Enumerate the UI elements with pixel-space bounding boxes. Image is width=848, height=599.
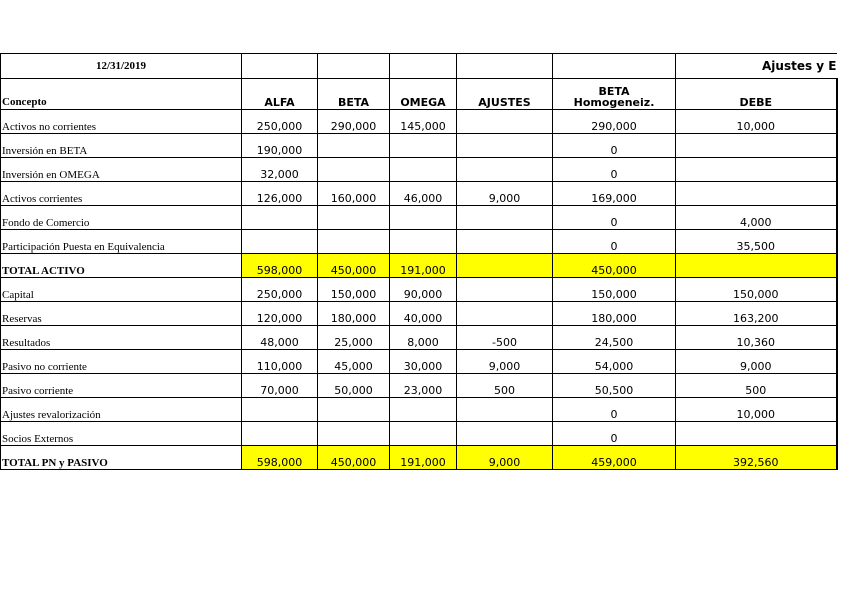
beta-homogeneiz-cell[interactable]: 459,000: [553, 446, 676, 470]
debe-cell[interactable]: [676, 134, 837, 158]
spreadsheet: [0, 53, 848, 470]
beta-cell[interactable]: 25,000: [318, 326, 390, 350]
total-row: [1, 254, 837, 278]
alfa-cell[interactable]: 110,000: [242, 350, 318, 374]
debe-cell[interactable]: [676, 422, 837, 446]
omega-cell[interactable]: [390, 206, 457, 230]
table-row: [1, 158, 837, 182]
concept-cell[interactable]: Participación Puesta en Equivalencia: [1, 230, 242, 254]
beta-homogeneiz-cell[interactable]: 169,000: [553, 182, 676, 206]
table-row: [1, 206, 837, 230]
alfa-cell[interactable]: 598,000: [242, 446, 318, 470]
debe-cell[interactable]: 10,000: [676, 398, 837, 422]
ajustes-cell[interactable]: [457, 422, 553, 446]
omega-cell[interactable]: 40,000: [390, 302, 457, 326]
omega-cell[interactable]: 23,000: [390, 374, 457, 398]
beta-cell[interactable]: 450,000: [318, 254, 390, 278]
debe-cell[interactable]: 35,500: [676, 230, 837, 254]
beta-homogeneiz-cell[interactable]: 150,000: [553, 278, 676, 302]
table-row: [1, 326, 837, 350]
date-cell[interactable]: 12/31/2019: [1, 54, 242, 79]
header-row-date: [1, 54, 837, 79]
debe-cell[interactable]: 150,000: [676, 278, 837, 302]
debe-cell[interactable]: 500: [676, 374, 837, 398]
omega-cell[interactable]: 145,000: [390, 110, 457, 134]
empty-header-cell[interactable]: [553, 54, 676, 79]
concept-cell[interactable]: Pasivo corriente: [1, 374, 242, 398]
beta-cell[interactable]: 450,000: [318, 446, 390, 470]
concept-cell[interactable]: Activos no corrientes: [1, 110, 242, 134]
ajustes-cell[interactable]: [457, 206, 553, 230]
ajustes-cell[interactable]: [457, 134, 553, 158]
alfa-cell[interactable]: 126,000: [242, 182, 318, 206]
concept-cell[interactable]: Resultados: [1, 326, 242, 350]
beta-homogeneiz-cell[interactable]: 0: [553, 134, 676, 158]
concept-cell[interactable]: Inversión en BETA: [1, 134, 242, 158]
alfa-cell[interactable]: 250,000: [242, 278, 318, 302]
omega-cell[interactable]: [390, 158, 457, 182]
column-header-alfa[interactable]: ALFA: [242, 79, 318, 110]
concept-cell[interactable]: TOTAL ACTIVO: [1, 254, 242, 278]
beta-homogeneiz-cell[interactable]: 180,000: [553, 302, 676, 326]
omega-cell[interactable]: 191,000: [390, 446, 457, 470]
column-header-beta[interactable]: BETA: [318, 79, 390, 110]
beta-homogeneiz-cell[interactable]: 54,000: [553, 350, 676, 374]
ajustes-cell[interactable]: 9,000: [457, 350, 553, 374]
beta-homogeneiz-cell[interactable]: 24,500: [553, 326, 676, 350]
ajustes-cell[interactable]: [457, 302, 553, 326]
debe-cell[interactable]: 163,200: [676, 302, 837, 326]
concept-cell[interactable]: Capital: [1, 278, 242, 302]
total-row: [1, 446, 837, 470]
beta-cell[interactable]: [318, 158, 390, 182]
omega-cell[interactable]: [390, 398, 457, 422]
beta-cell[interactable]: 180,000: [318, 302, 390, 326]
debe-cell[interactable]: 10,360: [676, 326, 837, 350]
consolidation-table: [0, 53, 838, 470]
beta-cell[interactable]: 150,000: [318, 278, 390, 302]
ajustes-cell[interactable]: [457, 158, 553, 182]
beta-homogeneiz-cell[interactable]: 450,000: [553, 254, 676, 278]
ajustes-cell[interactable]: [457, 398, 553, 422]
table-row: [1, 374, 837, 398]
beta-cell[interactable]: 50,000: [318, 374, 390, 398]
omega-cell[interactable]: 90,000: [390, 278, 457, 302]
alfa-cell[interactable]: 32,000: [242, 158, 318, 182]
debe-cell[interactable]: [676, 158, 837, 182]
alfa-cell[interactable]: 48,000: [242, 326, 318, 350]
alfa-cell[interactable]: [242, 422, 318, 446]
beta-cell[interactable]: [318, 230, 390, 254]
omega-cell[interactable]: 46,000: [390, 182, 457, 206]
beta-homogeneiz-cell[interactable]: 0: [553, 158, 676, 182]
ajustes-cell[interactable]: [457, 230, 553, 254]
beta-homogeneiz-cell[interactable]: 50,500: [553, 374, 676, 398]
concept-cell[interactable]: Pasivo no corriente: [1, 350, 242, 374]
beta-homogeneiz-cell[interactable]: 0: [553, 422, 676, 446]
debe-cell[interactable]: 392,560: [676, 446, 837, 470]
table-row: [1, 182, 837, 206]
concept-cell[interactable]: Ajustes revalorización: [1, 398, 242, 422]
debe-cell[interactable]: [676, 254, 837, 278]
omega-cell[interactable]: 8,000: [390, 326, 457, 350]
ajustes-cell[interactable]: [457, 278, 553, 302]
concept-cell[interactable]: Reservas: [1, 302, 242, 326]
ajustes-cell[interactable]: -500: [457, 326, 553, 350]
column-header-ajustes[interactable]: AJUSTES: [457, 79, 553, 110]
beta-homogeneiz-cell[interactable]: 0: [553, 230, 676, 254]
concept-cell[interactable]: Inversión en OMEGA: [1, 158, 242, 182]
omega-cell[interactable]: [390, 422, 457, 446]
table-row: [1, 422, 837, 446]
concept-cell[interactable]: Activos corrientes: [1, 182, 242, 206]
table-row: [1, 230, 837, 254]
table-row: [1, 302, 837, 326]
alfa-cell[interactable]: [242, 398, 318, 422]
omega-cell[interactable]: [390, 134, 457, 158]
beta-cell[interactable]: [318, 206, 390, 230]
beta-cell[interactable]: 160,000: [318, 182, 390, 206]
ajustes-cell[interactable]: [457, 254, 553, 278]
empty-header-cell[interactable]: [242, 54, 318, 79]
omega-cell[interactable]: [390, 230, 457, 254]
omega-cell[interactable]: 191,000: [390, 254, 457, 278]
beta-homogeneiz-cell[interactable]: 0: [553, 398, 676, 422]
column-header-beta-homogeneiz[interactable]: [553, 79, 676, 110]
alfa-cell[interactable]: 598,000: [242, 254, 318, 278]
beta-cell[interactable]: 45,000: [318, 350, 390, 374]
debe-cell[interactable]: 4,000: [676, 206, 837, 230]
table-row: [1, 110, 837, 134]
alfa-cell[interactable]: [242, 206, 318, 230]
concept-cell[interactable]: TOTAL PN y PASIVO: [1, 446, 242, 470]
beta-hom-line2: Homogeneiz.: [573, 96, 655, 109]
alfa-cell[interactable]: 70,000: [242, 374, 318, 398]
header-row-columns: [1, 79, 837, 110]
alfa-cell[interactable]: 190,000: [242, 134, 318, 158]
beta-hom-line1: BETA: [598, 85, 630, 98]
concept-cell[interactable]: Fondo de Comercio: [1, 206, 242, 230]
concept-cell[interactable]: Socios Externos: [1, 422, 242, 446]
alfa-cell[interactable]: 120,000: [242, 302, 318, 326]
empty-header-cell[interactable]: [318, 54, 390, 79]
beta-cell[interactable]: [318, 134, 390, 158]
ajustes-cell[interactable]: 9,000: [457, 182, 553, 206]
ajustes-cell[interactable]: 500: [457, 374, 553, 398]
table-row: [1, 350, 837, 374]
table-row: [1, 134, 837, 158]
beta-cell[interactable]: [318, 398, 390, 422]
omega-cell[interactable]: 30,000: [390, 350, 457, 374]
beta-cell[interactable]: [318, 422, 390, 446]
debe-cell[interactable]: 9,000: [676, 350, 837, 374]
group-title-cell[interactable]: Ajustes y E: [676, 54, 837, 79]
empty-header-cell[interactable]: [457, 54, 553, 79]
ajustes-cell[interactable]: [457, 110, 553, 134]
alfa-cell[interactable]: 250,000: [242, 110, 318, 134]
beta-cell[interactable]: 290,000: [318, 110, 390, 134]
beta-homogeneiz-cell[interactable]: 0: [553, 206, 676, 230]
alfa-cell[interactable]: [242, 230, 318, 254]
beta-homogeneiz-cell[interactable]: 290,000: [553, 110, 676, 134]
debe-cell[interactable]: 10,000: [676, 110, 837, 134]
table-row: [1, 278, 837, 302]
column-header-omega[interactable]: OMEGA: [390, 79, 457, 110]
empty-header-cell[interactable]: [390, 54, 457, 79]
table-row: [1, 398, 837, 422]
ajustes-cell[interactable]: 9,000: [457, 446, 553, 470]
column-header-debe[interactable]: DEBE: [676, 79, 837, 110]
debe-cell[interactable]: [676, 182, 837, 206]
column-header-concepto[interactable]: Concepto: [1, 79, 242, 110]
